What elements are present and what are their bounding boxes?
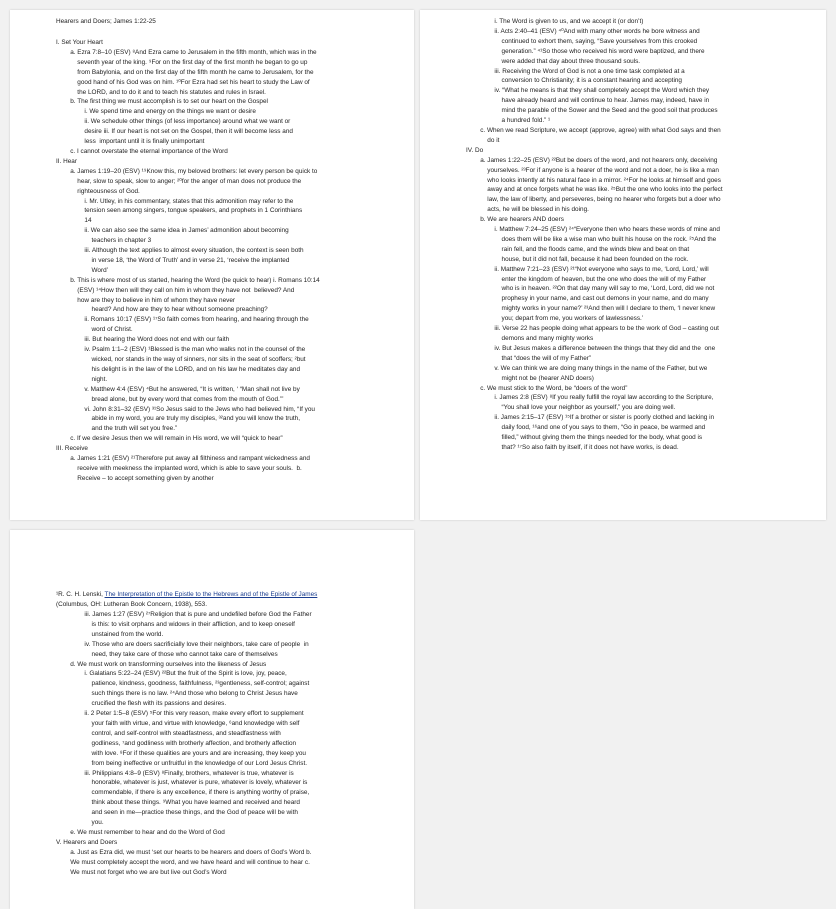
outline-text-page-1: I. Set Your Heart a. Ezra 7:8–10 (ESV) ⁸And Ezra came to Jerusalem in the fifth month, which was in the seventh year of the king. ⁹For on the first day of the first month he began to go up from Babylonia, and on the first day of the fifth month he came to Jerusalem, for the good hand of his God was on him. ¹⁰For Ezra had set his heart to study the Law of the LORD, and to do it and to teach his statutes and rules in Israel. b. The first thing we must accomplish is to set our heart on the Gospel i. We spend time and energy on the things we want or desire ii. We schedule other things (of less importance) around what we want or desire iii. If our heart is not set on the Gospel, then it will become less and less important until it is finally unimportant c. I cannot overstate the eternal importance of the Word II. Hear a. James 1:19–20 (ESV) ¹⁹Know this, my beloved brothers: let every person be quick to hear, slow to speak, slow to anger; ²⁰for the anger of man does not produce the righteousness of God. i. Mr. Utley, in his commentary, states that this admonition may refer to the tension seen among singers, tongue speakers, and prophets in 1 Corinthians 14 ii. We can also see the same idea in James’ admonition about becoming teachers in chapter 3 iii. Although the text applies to almost every situation, the context is seen both in verse 18, ‘the Word of Truth’ and in verse 21, ‘receive the implanted Word’ b. This is where most of us started, hearing the Word (be quick to hear) i. Romans 10:14 (ESV) ¹⁴How then will they call on him in whom they have not believed? And how are they to believe in him of whom they have never heard? And how are they to hear without someone preaching? ii. Romans 10:17 (ESV) ¹⁷So faith comes from hearing, and hearing through the word of Christ. iii. But hearing the Word does not end with our faith iv. Psalm 1:1–2 (ESV) ¹Blessed is the man who walks not in the counsel of the wicked, nor stands in the way of sinners, nor sits in the seat of scoffers; ²but his delight is in the law of the LORD, and on his law he meditates day and night. v. Matthew 4:4 (ESV) ⁴But he answered, “It is written, ‘ “Man shall not live by bread alone, but by every word that comes from the mouth of God.’” vi. John 8:31–32 (ESV) ³¹So Jesus said to the Jews who had believed him, “If you abide in my word, you are truly my disciples, ³²and you will know the truth, and the truth will set you free.” c. If we desire Jesus then we will remain in His word, we will “quick to hear” III. Receive a. James 1:21 (ESV) ²¹Therefore put away all filthiness and rampant wickedness and receive with meekness the implanted word, which is able to save your souls. b. Receive – to accept something given by another: [56, 39, 320, 482]
document-page-2: [420, 10, 826, 520]
footnote-title-link[interactable]: The Interpretation of the Epistle to the Hebrews and of the Epistle of James: [104, 591, 318, 598]
document-page-3: [10, 530, 414, 909]
footnote-author: ¹R. C. H. Lenski,: [56, 591, 105, 598]
outline-text-page-2: i. The Word is given to us, and we accept it (or don’t) ii. Acts 2:40–41 (ESV) ⁴⁰And with many other words he bore witness and continued to exhort them, saying, “Save yourselves from this crooked generation.” ⁴¹So those who received his word were baptized, and there were added that day about three thousand souls. iii. Receiving the Word of God is not a one time task completed at a conversion to Christianity; it is a constant hearing and accepting iv. “What he means is that they shall completely accept the Word which they have already heard and will continue to hear. James may, indeed, have in mind the parable of the Sower and the Seed and the good soil that produces a hundred fold.” ¹ c. When we read Scripture, we accept (approve, agree) with what God says and then do it IV. Do a. James 1:22–25 (ESV) ²²But be doers of the word, and not hearers only, deceiving yourselves. ²³For if anyone is a hearer of the word and not a doer, he is like a man who looks intently at his natural face in a mirror. ²⁴For he looks at himself and goes away and at once forgets what he was like. ²⁵But the one who looks into the perfect law, the law of liberty, and perseveres, being no hearer who forgets but a doer who acts, he will be blessed in his doing. b. We are hearers AND doers i. Matthew 7:24–25 (ESV) ²⁴“Everyone then who hears these words of mine and does them will be like a wise man who built his house on the rock. ²⁵And the rain fell, and the floods came, and the winds blew and beat on that house, but it did not fall, because it had been founded on the rock. ii. Matthew 7:21–23 (ESV) ²¹“Not everyone who says to me, ‘Lord, Lord,’ will enter the kingdom of heaven, but the one who does the will of my Father who is in heaven. ²²On that day many will say to me, ‘Lord, Lord, did we not prophesy in your name, and cast out demons in your name, and do many mighty works in your name?’ ²³And then will I declare to them, ‘I never knew you; depart from me, you workers of lawlessness.’ iii. Verse 22 has people doing what appears to be the work of God – casting out demons and many mighty works iv. But Jesus makes a difference between the things that they did and the one that “does the will of my Father” v. We can think we are doing many things in the name of the Father, but we might not be (hearer AND doers) c. We must stick to the Word, be “doers of the word” i. James 2:8 (ESV) ⁸If you really fulfill the royal law according to the Scripture, “You shall love your neighbor as yourself,” you are doing well. ii. James 2:15–17 (ESV) ¹⁵If a brother or sister is poorly clothed and lacking in daily food, ¹⁶and one of you says to them, “Go in peace, be warmed and filled,” without giving them the things needed for the body, what good is that? ¹⁷So also faith by itself, if it does not have works, is dead.: [466, 18, 723, 451]
footnote: [56, 590, 376, 610]
outline-text-page-3: iii. James 1:27 (ESV) ²⁷Religion that is pure and undefiled before God the Father is this: to visit orphans and widows in their affliction, and to keep oneself unstained from the world. iv. Those who are doers sacrificially love their neighbors, take care of people in need, they take care of those who cannot take care of themselves d. We must work on transforming ourselves into the likeness of Jesus i. Galatians 5:22–24 (ESV) ²²But the fruit of the Spirit is love, joy, peace, patience, kindness, goodness, faithfulness, ²³gentleness, self-control; against such things there is no law. ²⁴And those who belong to Christ Jesus have crucified the flesh with its passions and desires. ii. 2 Peter 1:5–8 (ESV) ⁵For this very reason, make every effort to supplement your faith with virtue, and virtue with knowledge, ⁶and knowledge with self control, and self-control with steadfastness, and steadfastness with godliness, ⁷and godliness with brotherly affection, and brotherly affection with love. ⁸For if these qualities are yours and are increasing, they keep you from being ineffective or unfruitful in the knowledge of our Lord Jesus Christ. iii. Philippians 4:8–9 (ESV) ⁸Finally, brothers, whatever is true, whatever is honorable, whatever is just, whatever is pure, whatever is lovely, whatever is commendable, if there is any excellence, if there is anything worthy of praise, think about these things. ⁹What you have learned and received and heard and seen in me—practice these things, and the God of peace will be with you. e. We must remember to hear and do the Word of God V. Hearers and Doers a. Just as Ezra did, we must ‘set our hearts to be hearers and doers of God’s Word b. We must completely accept the word, and we have heard and will continue to hear c. We must not forget who we are but live out God’s Word: [56, 611, 312, 876]
document-page-1: [10, 10, 414, 520]
footnote-publication: (Columbus, OH: Lutheran Book Concern, 1938), 553.: [56, 600, 207, 608]
page-title: Hearers and Doers; James 1:22-25: [56, 18, 156, 25]
